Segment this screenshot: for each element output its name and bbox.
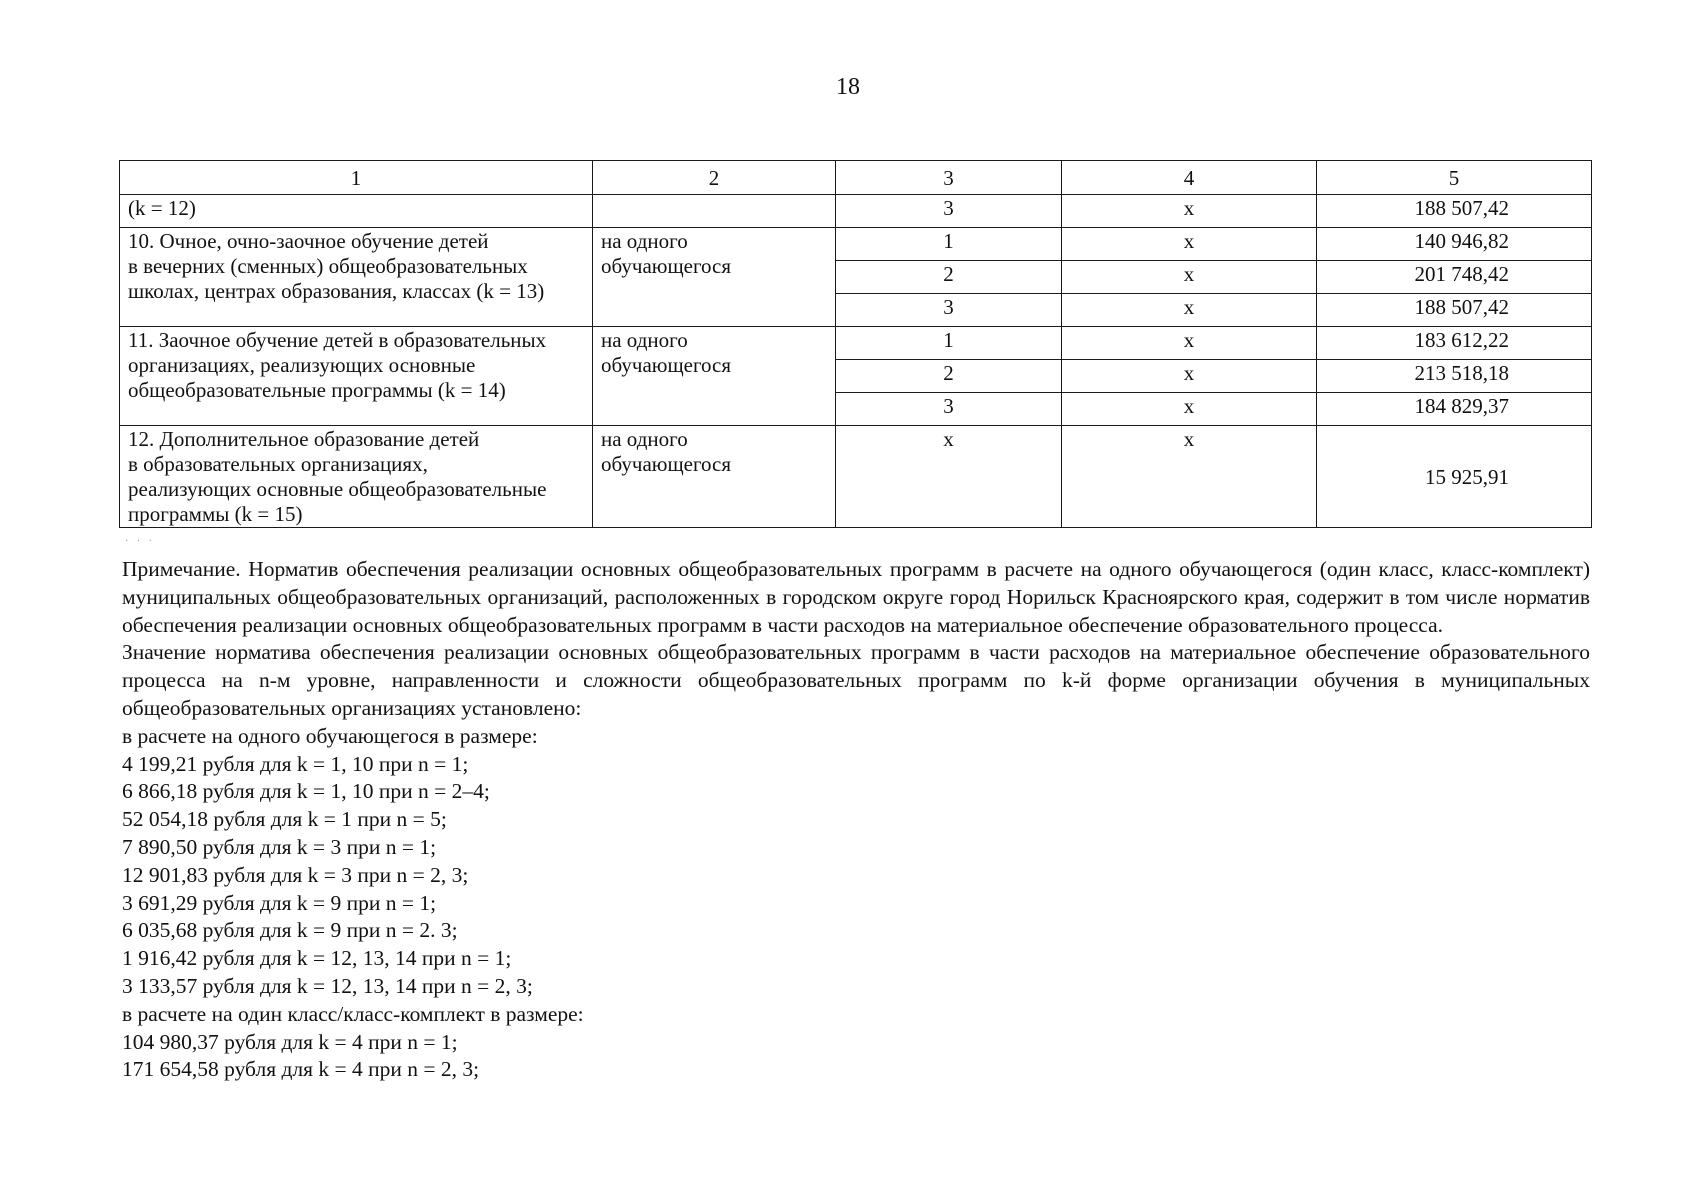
header-cell-5: 5	[1317, 161, 1592, 195]
row-11-value: 183 612,22	[1317, 327, 1592, 360]
row-k12-label: (k = 12)	[120, 195, 593, 228]
row-k12-unit	[593, 195, 836, 228]
per-student-item: 3 133,57 рубля для k = 12, 13, 14 при n = 2, 3;	[122, 973, 533, 998]
row-12-unit: на одного обучающегося	[593, 426, 836, 528]
row-k12-col4: x	[1062, 195, 1317, 228]
row-11-unit: на одного обучающегося	[593, 327, 836, 426]
row-11-col4: x	[1062, 360, 1317, 393]
per-class-item: 104 980,37 рубля для k = 4 при n = 1;	[122, 1029, 458, 1054]
row-k12-value: 188 507,42	[1317, 195, 1592, 228]
row-10-value: 188 507,42	[1317, 294, 1592, 327]
per-student-item: 1 916,42 рубля для k = 12, 13, 14 при n = 1;	[122, 946, 512, 971]
per-student-heading: в расчете на одного обучающегося в размере:	[122, 723, 538, 748]
table-row	[120, 195, 1592, 228]
row-12-level: x	[836, 426, 1062, 528]
table-row	[120, 228, 1592, 261]
per-student-item: 7 890,50 рубля для k = 3 при n = 1;	[122, 834, 437, 859]
norms-table	[119, 160, 1592, 528]
table-header-row	[120, 161, 1592, 195]
header-cell-4: 4	[1062, 161, 1317, 195]
per-student-item: 4 199,21 рубля для k = 1, 10 при n = 1;	[122, 751, 469, 776]
row-12-col4: x	[1062, 426, 1317, 528]
note-section	[122, 556, 1590, 1084]
row-11-value: 184 829,37	[1317, 393, 1592, 426]
row-11-col4: x	[1062, 327, 1317, 360]
note-paragraph-1: Примечание. Норматив обеспечения реализации основных общеобразовательных программ в расчете на одного обучающегося (один класс, класс-комплект) муниципальных общеобразовательных организаций, расположенных в городском округе город Норильск Красноярского края, содержит в том числе норматив обеспечения реализации основных общеобразовательных программ в части расходов на материальное обеспечение образовательного процесса.	[122, 557, 1590, 637]
note-paragraph-2: Значение норматива обеспечения реализации основных общеобразовательных программ в части расходов на материальное обеспечение образовательного процесса на n-м уровне, направленности и сложности общеобразовательных программ по k-й форме организации обучения в муниципальных общеобразовательных организациях установлено:	[122, 640, 1590, 720]
header-cell-1: 1	[120, 161, 593, 195]
per-student-item: 3 691,29 рубля для k = 9 при n = 1;	[122, 890, 437, 915]
row-12-label: 12. Дополнительное образование детей в образовательных организациях, реализующих основные общеобразовательные программы (k = 15)	[120, 426, 593, 528]
row-10-unit: на одного обучающегося	[593, 228, 836, 327]
row-10-col4: x	[1062, 261, 1317, 294]
row-11-col4: x	[1062, 393, 1317, 426]
per-class-item: 171 654,58 рубля для k = 4 при n = 2, 3;	[122, 1057, 480, 1082]
per-student-item: 12 901,83 рубля для k = 3 при n = 2, 3;	[122, 862, 469, 887]
row-11-level: 3	[836, 393, 1062, 426]
row-10-value: 201 748,42	[1317, 261, 1592, 294]
row-10-level: 1	[836, 228, 1062, 261]
page-number: 18	[836, 74, 860, 100]
table-row	[120, 426, 1592, 528]
row-10-value: 140 946,82	[1317, 228, 1592, 261]
row-12-value: 15 925,91	[1317, 426, 1592, 528]
per-student-item: 6 866,18 рубля для k = 1, 10 при n = 2–4;	[122, 779, 490, 804]
row-10-col4: x	[1062, 228, 1317, 261]
table-row	[120, 327, 1592, 360]
row-10-level: 3	[836, 294, 1062, 327]
scan-artifact: · · ·	[125, 536, 155, 547]
row-11-label: 11. Заочное обучение детей в образовательных организациях, реализующих основные общеобразовательные программы (k = 14)	[120, 327, 593, 426]
header-cell-2: 2	[593, 161, 836, 195]
per-student-item: 52 054,18 рубля для k = 1 при n = 5;	[122, 807, 447, 832]
row-10-level: 2	[836, 261, 1062, 294]
row-k12-level: 3	[836, 195, 1062, 228]
per-student-item: 6 035,68 рубля для k = 9 при n = 2. 3;	[122, 918, 458, 943]
row-11-level: 1	[836, 327, 1062, 360]
header-cell-3: 3	[836, 161, 1062, 195]
per-class-heading: в расчете на один класс/класс-комплект в размере:	[122, 1001, 584, 1026]
row-10-label: 10. Очное, очно-заочное обучение детей в вечерних (сменных) общеобразовательных школах, центрах образования, классах (k = 13)	[120, 228, 593, 327]
row-11-value: 213 518,18	[1317, 360, 1592, 393]
row-10-col4: x	[1062, 294, 1317, 327]
row-11-level: 2	[836, 360, 1062, 393]
